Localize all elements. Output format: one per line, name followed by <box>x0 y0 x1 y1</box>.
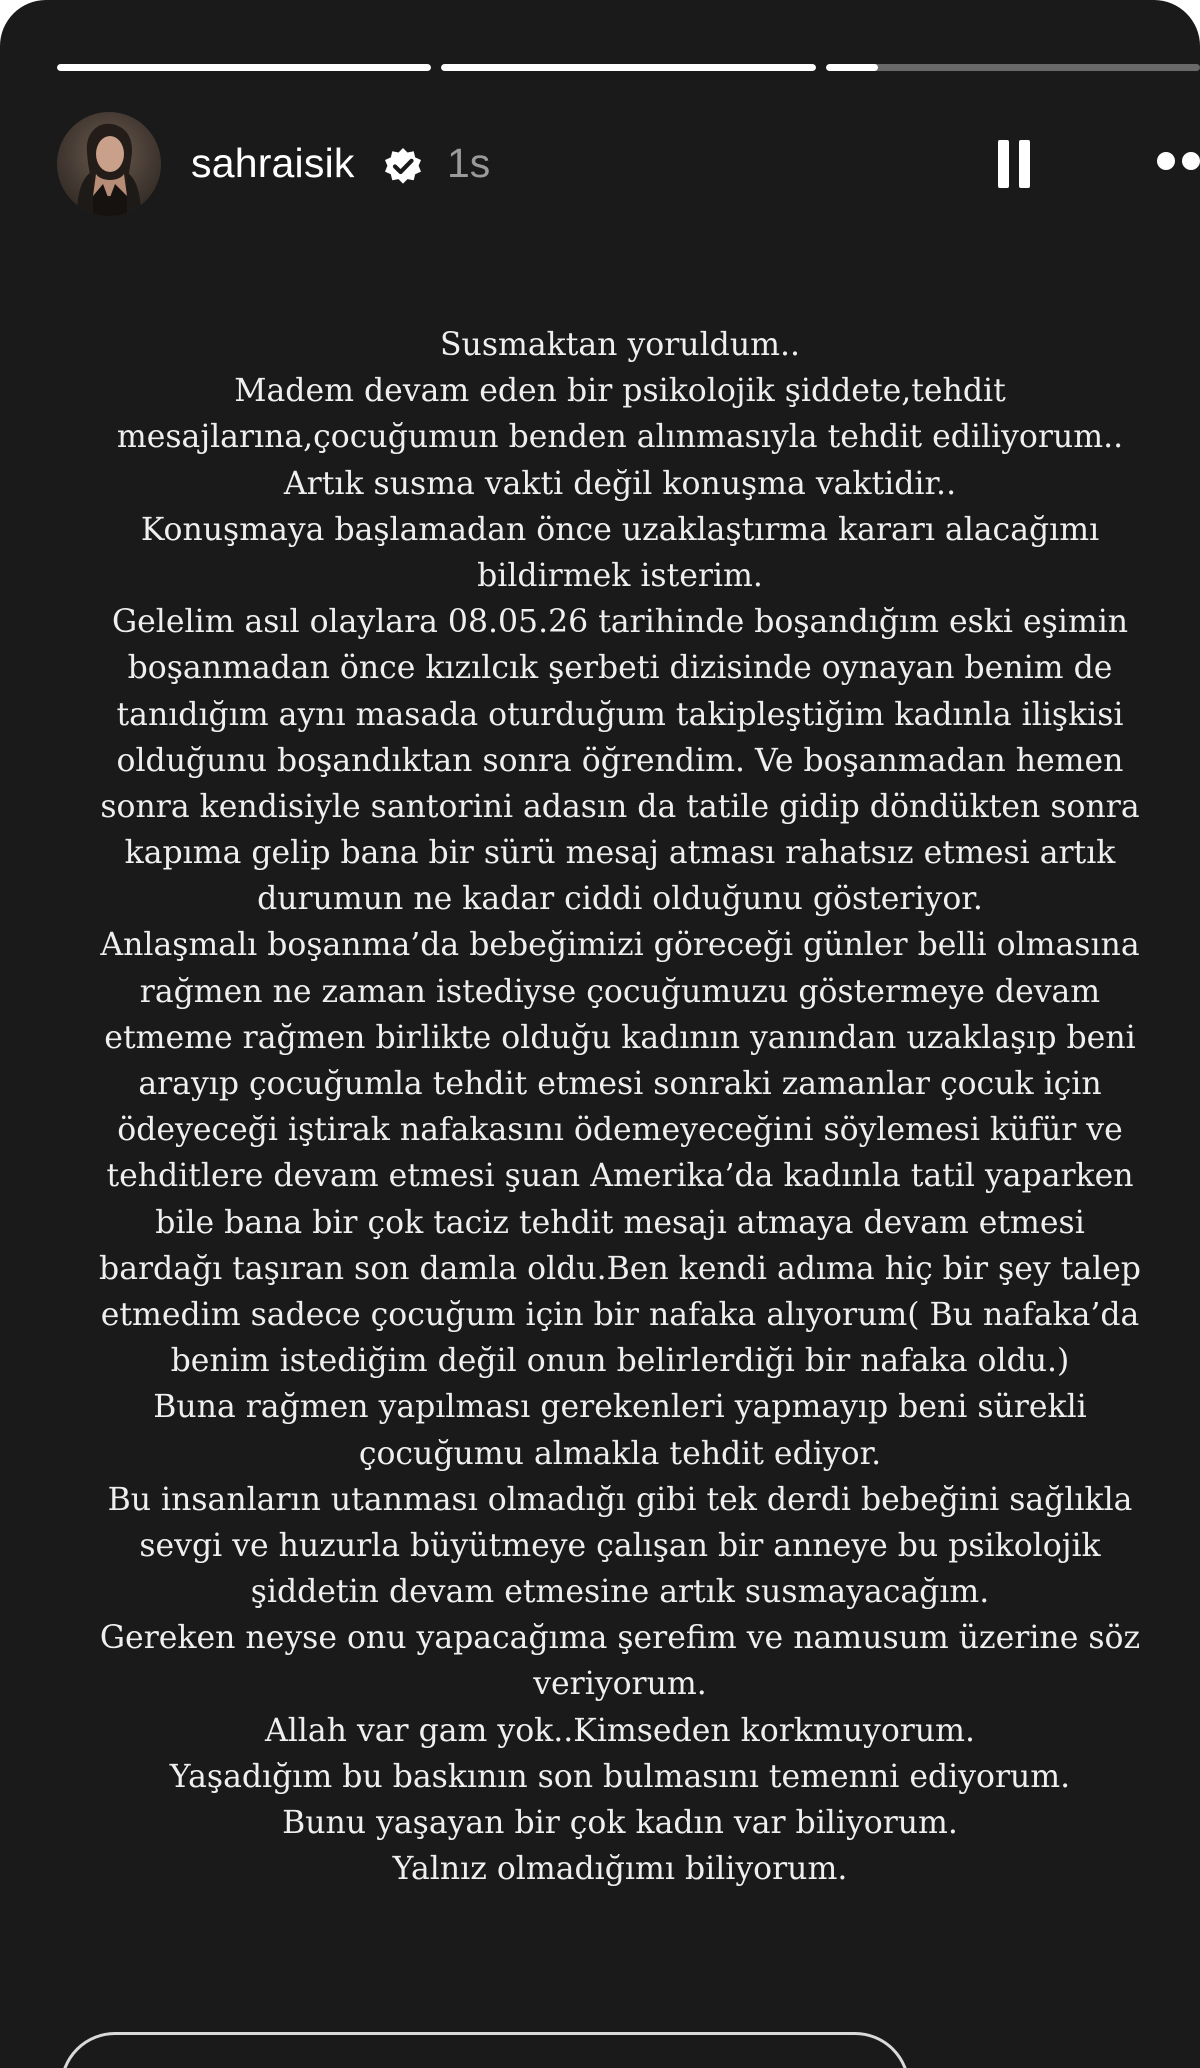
story-text-line: Gelelim asıl olaylara 08.05.26 tarihinde boşandığım eski eşimin <box>111 604 1129 641</box>
story-text-line: kapıma gelip bana bir sürü mesaj atması rahatsız etmesi artık <box>124 835 1116 872</box>
progress-segment <box>57 64 431 71</box>
story-text-line: sevgi ve huzurla büyütmeye çalışan bir anneye bu psikolojik <box>139 1527 1101 1564</box>
story-text-line: bildirmek isterim. <box>477 557 763 594</box>
story-text-line: Allah var gam yok..Kimseden korkmuyorum. <box>264 1712 976 1749</box>
story-text-line: çocuğumu almakla tehdit ediyor. <box>358 1435 882 1472</box>
story-text-line: benim istediğim değil onun belirlerdiği bir nafaka oldu.) <box>170 1343 1070 1380</box>
username[interactable]: sahraisik <box>191 140 355 186</box>
progress-segment <box>826 64 1200 71</box>
story-text-line: Anlaşmalı boşanma’da bebeğimizi göreceği günler belli olmasına <box>100 927 1140 964</box>
story-progress-bar <box>57 64 1200 71</box>
story-text-line: etmedim sadece çocuğum için bir nafaka alıyorum( Bu nafaka’da <box>100 1296 1140 1333</box>
story-text-line: şiddetin devam etmesine artık susmayacağım. <box>250 1574 990 1611</box>
story-text-line: Yaşadığım bu baskının son bulmasını temenni ediyorum. <box>169 1758 1071 1795</box>
story-text-line: Artık susma vakti değil konuşma vaktidir.. <box>283 465 957 502</box>
story-text-line: tanıdığım aynı masada oturduğum takipleştiğim kadınla ilişkisi <box>116 696 1124 733</box>
story-text-block <box>40 322 1200 1892</box>
story-text-line: Susmaktan yoruldum.. <box>439 327 801 363</box>
story-text-line: rağmen ne zaman istediyse çocuğumuzu göstermeye devam <box>139 973 1101 1010</box>
story-text-line: boşanmadan önce kızılcık şerbeti dizisinde oynayan benim de <box>127 650 1113 687</box>
story-text-line: sonra kendisiyle santorini adasın da tatile gidip döndükten sonra <box>100 788 1140 825</box>
more-dots-icon[interactable] <box>1157 148 1200 176</box>
story-text-line: Konuşmaya başlamadan önce uzaklaştırma kararı alacağımı <box>140 511 1100 548</box>
story-text-line: Bu insanların utanması olmadığı gibi tek derdi bebeğini sağlıkla <box>107 1481 1133 1518</box>
story-text-line: Buna rağmen yapılması gerekenleri yapmayıp beni sürekli <box>153 1389 1087 1426</box>
story-text-line: Yalnız olmadığımı biliyorum. <box>392 1851 848 1888</box>
story-text-line: bardağı taşıran son damla oldu.Ben kendi adıma hiç bir şey talep <box>99 1250 1141 1287</box>
story-text-line: durumun ne kadar ciddi olduğunu gösteriyor. <box>257 881 983 918</box>
story-text-line: arayıp çocuğumla tehdit etmesi sonraki zamanlar çocuk için <box>138 1066 1102 1102</box>
story-header <box>57 112 1200 216</box>
pause-icon[interactable] <box>992 138 1042 192</box>
story-text-line: Madem devam eden bir psikolojik şiddete,tehdit <box>234 373 1006 410</box>
story-text-line: ödeyeceği iştirak nafakasını ödemeyeceğini söylemesi küfür ve <box>117 1112 1123 1149</box>
post-time: 1s <box>447 140 491 186</box>
story-text-line: etmeme rağmen birlikte olduğu kadının yanından uzaklaşıp beni <box>104 1019 1136 1056</box>
avatar[interactable] <box>57 112 161 216</box>
progress-segment <box>441 64 815 71</box>
story-text-line: veriyorum. <box>533 1666 707 1703</box>
story-text-line: bile bana bir çok taciz tehdit mesajı atmaya devam etmesi <box>155 1204 1085 1241</box>
verified-badge-icon <box>382 146 424 188</box>
story-text-line: mesajlarına,çocuğumun benden alınmasıyla tehdit ediliyorum.. <box>116 419 1124 456</box>
story-text-line: olduğunu boşandıktan sonra öğrendim. Ve boşanmadan hemen <box>116 742 1124 779</box>
story-text-line: tehditlere devam etmesi şuan Amerika’da kadınla tatil yaparken <box>106 1158 1134 1195</box>
story-text-line: Bunu yaşayan bir çok kadın var biliyorum. <box>282 1805 958 1841</box>
story-text-line: Gereken neyse onu yapacağıma şerefim ve namusum üzerine söz <box>99 1620 1141 1657</box>
reply-input[interactable] <box>60 2032 910 2068</box>
